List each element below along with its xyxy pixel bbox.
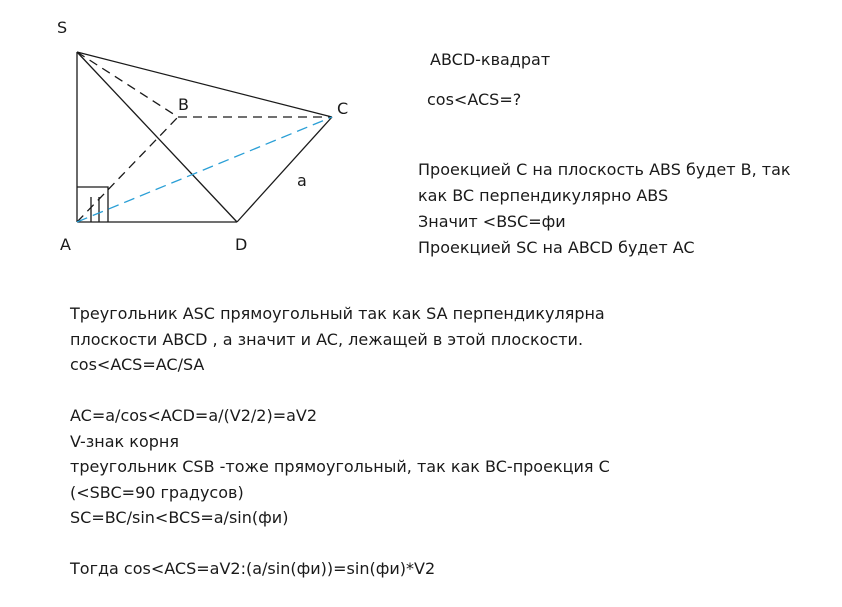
diagonal-ac [77, 117, 332, 222]
solution-text [70, 301, 610, 582]
vertex-label-a: A [60, 235, 71, 254]
vertex-label-c: C [337, 99, 349, 118]
question-text: cos<ACS=? [427, 90, 522, 109]
solution-line: Тогда cos<ACS=aV2:(a/sin(фи))=sin(фи)*V2 [70, 559, 436, 578]
solution-line: треугольник CSB -тоже прямоугольный, так как BC-проекция C [70, 457, 610, 476]
note-line: Значит <BSC=фи [418, 212, 566, 231]
title-text: ABCD-квадрат [430, 50, 551, 69]
vertex-label-d: D [235, 235, 248, 254]
projection-notes [418, 157, 791, 261]
solution-line: плоскости ABCD , а значит и AC, лежащей в этой плоскости. [70, 329, 584, 349]
note-line: как BC перпендикулярно ABS [418, 186, 669, 205]
solution-line: Треугольник ASC прямоугольный так как SA перпендикулярна [70, 304, 605, 323]
note-line: Проекцией C на плоскость ABS будет B, так [418, 160, 791, 179]
edge-ab [77, 117, 178, 222]
note-line: Проекцией SC на ABCD будет AC [418, 238, 695, 257]
edge-dc [237, 117, 332, 222]
solution-line [70, 378, 610, 404]
solution-line: V-знак корня [70, 431, 179, 451]
side-label-a: a [297, 171, 307, 190]
edge-sc [77, 52, 332, 117]
solution-line: AC=a/cos<ACD=a/(V2/2)=aV2 [70, 406, 318, 425]
solution-line: cos<ACS=AC/SA [70, 355, 205, 374]
solution-line [70, 531, 610, 557]
solution-line: SC=BC/sin<BCS=a/sin(фи) [70, 508, 289, 527]
vertex-label-b: B [178, 95, 189, 114]
solution-line: (<SBC=90 градусов) [70, 482, 244, 502]
vertex-label-s: S [57, 18, 68, 37]
edge-sb [77, 52, 178, 117]
